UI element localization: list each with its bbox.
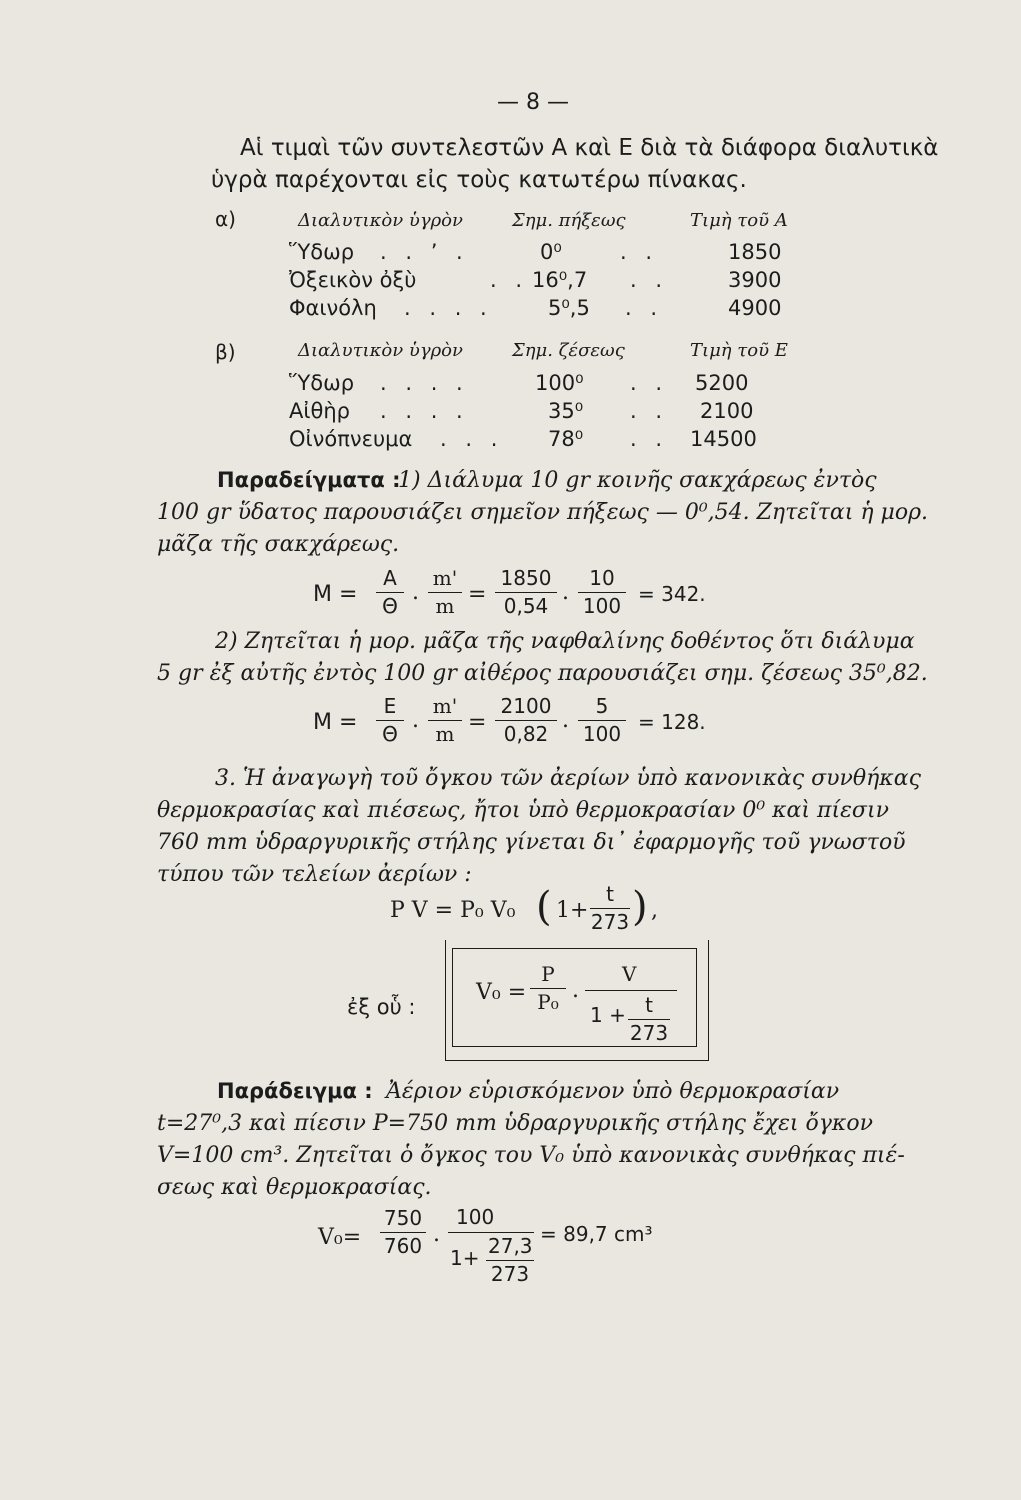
eq2-fraction-4: $\frac{5}{100}$ — [578, 694, 626, 746]
table-cell: 5⁰,5 — [548, 296, 590, 320]
table-cell: 14500 — [690, 427, 757, 451]
table-cell: 2100 — [700, 399, 754, 423]
example-3-line-2: t=27⁰,3 καὶ πίεσιν P=750 mm ὑδραργυρικῆς στήλης ἔχει ὄγκον — [157, 1111, 873, 1136]
table-row: Ὕδωρ — [289, 240, 355, 264]
example-1-line-3: μᾶζα τῆς σακχάρεως. — [157, 532, 400, 557]
table-a-header-value: Τιμὴ τοῦ Α — [690, 210, 788, 231]
dot-leader: . . — [630, 268, 669, 292]
page-number: — 8 — — [497, 90, 569, 115]
table-cell: Ὕδωρ — [289, 371, 355, 395]
formula-lhs: P V = P₀ V₀ — [390, 898, 516, 923]
example-3-line-3: V=100 cm³. Ζητεῖται ὁ ὄγκος του V₀ ὑπὸ κανονικὰς συνθήκας πιέ- — [157, 1143, 905, 1168]
boxed-fraction-bar — [585, 990, 677, 991]
example-2-line-2: 5 gr ἐξ αὐτῆς ἐντὸς 100 gr αἰθέρος παρουσιάζει σημ. ζέσεως 35⁰,82. — [157, 661, 928, 686]
eq3-fraction-bar — [448, 1232, 534, 1233]
section-3-line-3: 760 mm ὑδραργυρικῆς στήλης γίνεται δι᾿ ἐφαρμογῆς τοῦ γνωστοῦ — [157, 830, 906, 855]
section-3-line-2: θερμοκρασίας καὶ πιέσεως, ἤτοι ὑπὸ θερμοκρασίαν 0⁰ καὶ πίεσιν — [157, 798, 889, 823]
eq2-fraction-2: $\frac{m'}{m}$ — [428, 694, 462, 746]
boxed-v-num: V — [622, 962, 637, 986]
dot-leader: . . . . — [404, 296, 493, 320]
table-cell: 4900 — [728, 296, 782, 320]
dot-leader: . . — [620, 240, 659, 264]
table-cell: 1850 — [728, 240, 782, 264]
eq1-result: = 342. — [638, 582, 706, 606]
eq2-result: = 128. — [638, 710, 706, 734]
example-3-line-4: σεως καὶ θερμοκρασίας. — [157, 1175, 432, 1200]
eq1-fraction-2: $\frac{m'}{m}$ — [428, 566, 462, 618]
eq2-fraction-1: $\frac{E}{\Theta}$ — [376, 694, 404, 746]
table-cell: Αἰθὴρ — [289, 399, 350, 423]
eq3-dot: . — [433, 1222, 440, 1247]
boxed-fraction-t: $\frac{t}{273}$ — [629, 993, 669, 1045]
example-1-line-1: 1) Διάλυμα 10 gr κοινῆς σακχάρεως ἐντὸς — [398, 468, 877, 493]
eq1-equals: = — [468, 582, 487, 607]
eq3-den-one: 1+ — [450, 1246, 480, 1270]
table-cell: 5200 — [695, 371, 749, 395]
eq1-dot: . — [562, 580, 569, 605]
table-b-header-boiling: Σημ. ζέσεως — [512, 340, 625, 361]
section-3-line-1: 3. Ἡ ἀναγωγὴ τοῦ ὄγκου τῶν ἀερίων ὑπὸ κανονικὰς συνθήκας — [215, 766, 921, 791]
boxed-dot: . — [572, 978, 579, 1003]
eq1-dot: . — [412, 580, 419, 605]
formula-fraction: $\frac{t}{273}$ — [590, 882, 630, 934]
table-cell: Οἰνόπνευμα — [289, 427, 413, 451]
dot-leader: . . — [630, 427, 669, 451]
eq3-fraction-inner: $\frac{27,3}{273}$ — [488, 1234, 533, 1286]
formula-paren-close: ) — [632, 884, 648, 930]
formula-one-plus: 1+ — [556, 898, 589, 923]
table-cell: 16⁰,7 — [532, 268, 588, 292]
eq3-num: 100 — [456, 1205, 495, 1229]
table-b-header-value: Τιμὴ τοῦ Ε — [690, 340, 788, 361]
table-cell: 0⁰ — [540, 240, 562, 264]
table-cell: Ὀξεικὸν ὀξὺ — [289, 268, 417, 292]
dot-leader: . . . . — [380, 399, 469, 423]
dot-leader: . . ’ . — [380, 240, 469, 264]
formula-comma: , — [651, 898, 658, 923]
example-2-line-1: 2) Ζητεῖται ἡ μορ. μᾶζα τῆς ναφθαλίνης δοθέντος ὅτι διάλυμα — [215, 629, 915, 654]
dot-leader: . . . . — [380, 371, 469, 395]
section-3-line-4: τύπου τῶν τελείων ἀερίων : — [157, 862, 472, 887]
table-a-header-freezing: Σημ. πήξεως — [512, 210, 626, 231]
table-a-header-liquid: Διαλυτικὸν ὑγρὸν — [298, 210, 463, 231]
table-b-header-liquid: Διαλυτικὸν ὑγρὸν — [298, 340, 463, 361]
eq2-fraction-3: $\frac{2100}{0,82}$ — [495, 694, 557, 746]
formula-paren-open: ( — [536, 884, 552, 930]
eq1-lhs: M = — [313, 582, 358, 607]
boxed-fraction-p: $\frac{P}{\text{P₀}}$ — [530, 962, 566, 1014]
table-b-label: β) — [215, 340, 236, 364]
table-cell: 100⁰ — [535, 371, 584, 395]
boxed-lhs: V₀ = — [476, 980, 527, 1005]
table-cell: 35⁰ — [548, 399, 584, 423]
eq2-equals: = — [468, 710, 487, 735]
table-cell: Φαινόλη — [289, 296, 377, 320]
eq2-lhs: M = — [313, 710, 358, 735]
dot-leader: . . — [625, 296, 664, 320]
dot-leader: . . — [630, 371, 669, 395]
eq3-result: = 89,7 cm³ — [540, 1222, 653, 1246]
dot-leader: . . — [490, 268, 529, 292]
example-1-line-2: 100 gr ὕδατος παρουσιάζει σημεῖον πήξεως — 0⁰,54. Ζητεῖται ἡ μορ. — [157, 500, 928, 525]
intro-line-2: ὑγρὰ παρέχονται εἰς τοὺς κατωτέρω πίνακας. — [211, 167, 747, 193]
eq1-fraction-3: $\frac{1850}{0,54}$ — [495, 566, 557, 618]
table-cell: 3900 — [728, 268, 782, 292]
dot-leader: . . — [630, 399, 669, 423]
eq3-lhs: V₀= — [318, 1225, 362, 1250]
eq3-fraction-1: $\frac{750}{760}$ — [380, 1206, 426, 1258]
intro-line-1: Αἱ τιμαὶ τῶν συντελεστῶν Α καὶ Ε διὰ τὰ διάφορα διαλυτικὰ — [240, 135, 939, 161]
table-a-label: α) — [215, 207, 236, 231]
eq2-dot: . — [562, 708, 569, 733]
boxed-den-one: 1 + — [590, 1003, 626, 1027]
example-3-heading: Παράδειγμα : — [217, 1079, 373, 1103]
whence-label: ἐξ οὗ : — [347, 995, 416, 1019]
dot-leader: . . . — [440, 427, 504, 451]
table-cell: 78⁰ — [548, 427, 584, 451]
eq1-fraction-1: $\frac{A}{\Theta}$ — [376, 566, 404, 618]
eq1-fraction-4: $\frac{10}{100}$ — [578, 566, 626, 618]
examples-heading: Παραδείγματα : — [217, 468, 401, 492]
eq2-dot: . — [412, 708, 419, 733]
example-3-line-1: Ἀέριον εὑρισκόμενον ὑπὸ θερμοκρασίαν — [386, 1079, 840, 1104]
